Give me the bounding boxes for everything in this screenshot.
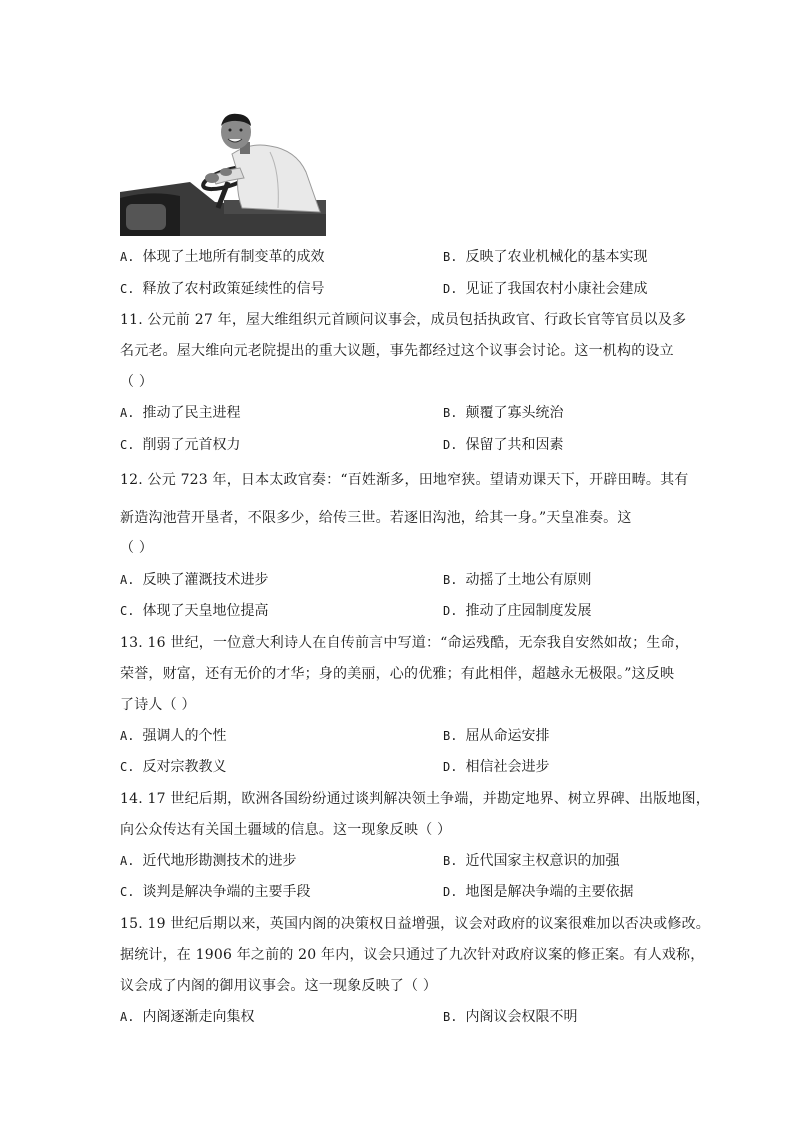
q11-option-b[interactable]: B. 颠覆了寡头统治 [443, 405, 564, 421]
tractor-photo [120, 112, 326, 236]
q12-stem-line: 12. 公元 723 年，日本太政官奏：“百姓渐多，田地窄狭。望请劝课天下，开辟田畴。其有 [120, 472, 689, 488]
q11-stem-line: 11. 公元前 27 年，屋大维组织元首顾问议事会，成员包括执政官、行政长官等官员以及多 [120, 312, 687, 328]
q12-option-c[interactable]: C. 体现了天皇地位提高 [120, 603, 269, 619]
q13-option-c[interactable]: C. 反对宗教教义 [120, 759, 227, 775]
q10-option-c[interactable]: C. 释放了农村政策延续性的信号 [120, 281, 325, 297]
q14-option-a[interactable]: A. 近代地形勘测技术的进步 [120, 853, 297, 869]
q13-stem-line: 13. 16 世纪，一位意大利诗人在自传前言中写道：“命运残酷，无奈我自安然如故；生命， [120, 635, 689, 651]
q11-stem-line: 名元老。屋大维向元老院提出的重大议题，事先都经过这个议事会讨论。这一机构的设立 [120, 343, 674, 359]
q15-stem-line: 议会成了内阁的御用议事会。这一现象反映了（ ） [120, 978, 438, 994]
q10-option-b[interactable]: B. 反映了农业机械化的基本实现 [443, 249, 648, 265]
q13-stem-line: 荣誉，财富，还有无价的才华；身的美丽，心的优雅；有此相伴，超越永无极限。”这反映 [120, 666, 675, 682]
q12-option-b[interactable]: B. 动摇了土地公有原则 [443, 572, 592, 588]
q13-option-a[interactable]: A. 强调人的个性 [120, 728, 227, 744]
q12-stem-line: 新造沟池营开垦者，不限多少，给传三世。若逐旧沟池，给其一身。”天皇准奏。这 [120, 510, 632, 526]
q14-option-d[interactable]: D. 地图是解决争端的主要依据 [443, 884, 634, 900]
q10-option-d[interactable]: D. 见证了我国农村小康社会建成 [443, 281, 648, 297]
q14-stem-line: 14. 17 世纪后期，欧洲各国纷纷通过谈判解决领土争端，并勘定地界、树立界碑、出版地图， [120, 791, 710, 807]
q15-option-b[interactable]: B. 内阁议会权限不明 [443, 1009, 578, 1025]
q14-option-b[interactable]: B. 近代国家主权意识的加强 [443, 853, 620, 869]
q13-option-d[interactable]: D. 相信社会进步 [443, 759, 550, 775]
q12-option-a[interactable]: A. 反映了灌溉技术进步 [120, 572, 269, 588]
farmer-on-tractor-icon [120, 112, 326, 236]
q11-option-c[interactable]: C. 削弱了元首权力 [120, 437, 241, 453]
q11-option-d[interactable]: D. 保留了共和因素 [443, 437, 564, 453]
q11-answer-blank: （ ） [120, 374, 154, 390]
q15-stem-line: 据统计，在 1906 年之前的 20 年内，议会只通过了九次针对政府议案的修正案。有人戏称， [120, 947, 705, 963]
q12-answer-blank: （ ） [120, 540, 154, 556]
q11-option-a[interactable]: A. 推动了民主进程 [120, 405, 241, 421]
q13-stem-line: 了诗人（ ） [120, 697, 196, 713]
q13-option-b[interactable]: B. 屈从命运安排 [443, 728, 550, 744]
q12-option-d[interactable]: D. 推动了庄园制度发展 [443, 603, 592, 619]
q15-stem-line: 15. 19 世纪后期以来，英国内阁的决策权日益增强，议会对政府的议案很难加以否决或修改。 [120, 916, 710, 932]
q14-stem-line: 向公众传达有关国土疆域的信息。这一现象反映（ ） [120, 822, 452, 838]
q10-option-a[interactable]: A. 体现了土地所有制变革的成效 [120, 249, 325, 265]
q15-option-a[interactable]: A. 内阁逐渐走向集权 [120, 1009, 255, 1025]
q14-option-c[interactable]: C. 谈判是解决争端的主要手段 [120, 884, 311, 900]
